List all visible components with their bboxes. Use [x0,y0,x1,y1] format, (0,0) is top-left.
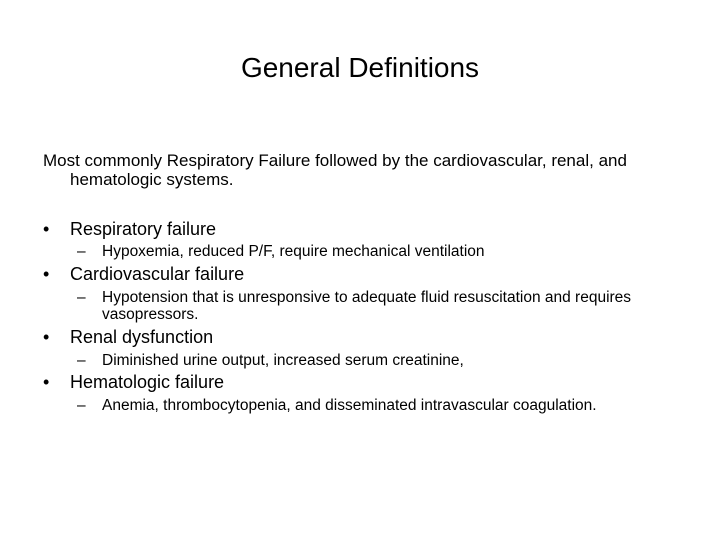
bullet-label-renal: Renal dysfunction [70,327,214,347]
sub-detail-hematologic: Anemia, thrombocytopenia, and disseminated intravascular coagulation. [102,397,597,414]
dash-glyph: – [77,289,86,306]
bullet-label-hematologic: Hematologic failure [70,372,225,392]
sub-item-cardiovascular [77,289,687,323]
intro-text: Most commonly Respiratory Failure followed by the cardiovascular, renal, and hematologic systems. [43,151,627,189]
bullet-glyph: • [43,219,50,239]
sub-detail-respiratory: Hypoxemia, reduced P/F, require mechanical ventilation [102,243,485,260]
sub-item-renal [77,352,687,369]
bullet-item-renal [43,326,213,348]
bullet-item-cardiovascular [43,263,244,285]
sub-detail-cardiovascular: Hypotension that is unresponsive to adequate fluid resuscitation and requires vasopressors. [102,289,632,323]
bullet-label-cardiovascular: Cardiovascular failure [70,264,245,284]
bullet-glyph: • [43,327,50,347]
bullet-item-respiratory [43,218,216,240]
sub-item-respiratory [77,243,687,260]
bullet-item-hematologic [43,371,224,393]
sub-detail-renal: Diminished urine output, increased serum creatinine, [102,352,464,369]
sub-item-hematologic [77,397,687,414]
slide-title: General Definitions [240,52,480,83]
dash-glyph: – [77,243,86,260]
bullet-label-respiratory: Respiratory failure [70,219,217,239]
dash-glyph: – [77,397,86,414]
dash-glyph: – [77,352,86,369]
bullet-glyph: • [43,372,50,392]
bullet-glyph: • [43,264,50,284]
